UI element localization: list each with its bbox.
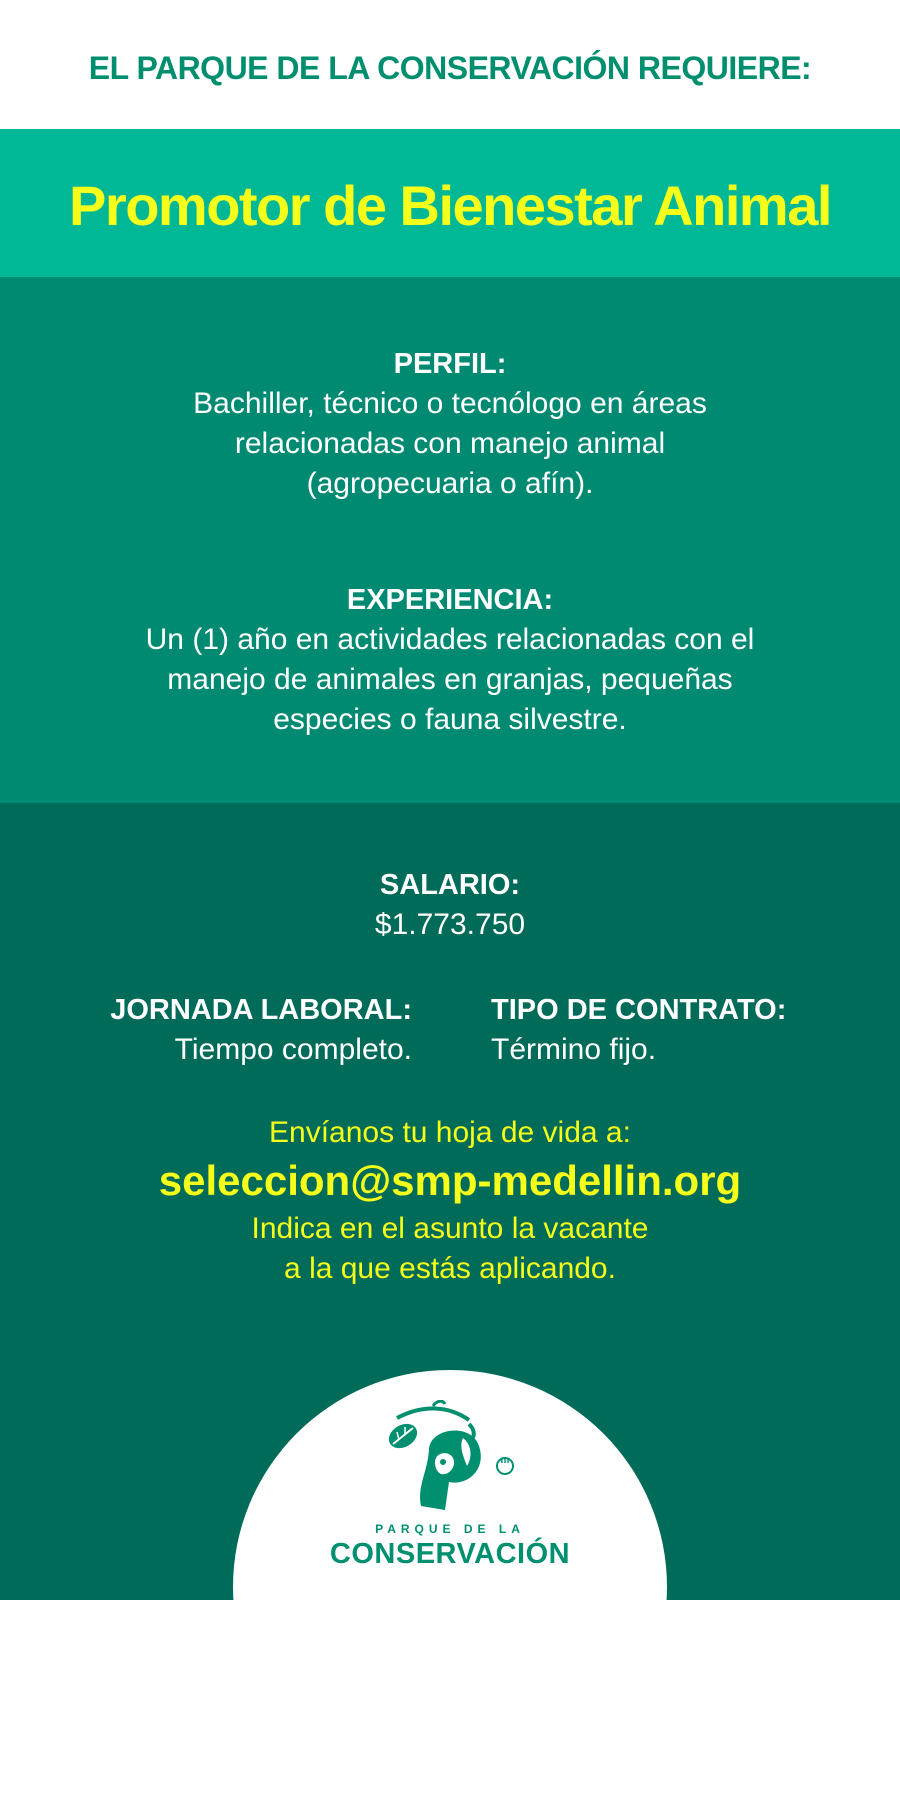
experiencia-heading: EXPERIENCIA: — [346, 584, 554, 616]
salario-block — [0, 865, 900, 945]
salario-value: $1.773.750 — [374, 908, 526, 941]
conditions-section — [0, 803, 900, 1600]
logo-badge-text: m — [500, 1455, 510, 1466]
contrato-value: Término fijo. — [491, 1033, 657, 1066]
contrato-heading: TIPO DE CONTRATO: — [491, 994, 787, 1026]
perfil-heading: PERFIL: — [393, 348, 507, 380]
contrato-block — [491, 990, 786, 1070]
job-title: Promotor de Bienestar Animal — [69, 174, 831, 237]
experiencia-block — [80, 580, 820, 740]
jornada-heading: JORNADA LABORAL: — [110, 994, 412, 1026]
perfil-line: relacionadas con manejo animal — [234, 427, 666, 460]
logo-small-text: PARQUE DE LA — [375, 1522, 525, 1536]
logo — [233, 1370, 667, 1804]
salario-heading: SALARIO: — [379, 869, 521, 901]
experiencia-line: Un (1) año en actividades relacionadas con el — [145, 623, 755, 656]
requirements-section — [0, 277, 900, 803]
contact-intro: Envíanos tu hoja de vida a: — [269, 1116, 631, 1149]
contact-block — [0, 1113, 900, 1289]
title-band — [0, 129, 900, 277]
perfil-block — [100, 344, 800, 504]
contact-note-line: Indica en el asunto la vacante — [251, 1212, 649, 1245]
logo-big-text: CONSERVACIÓN — [329, 1538, 571, 1570]
perfil-line: Bachiller, técnico o tecnólogo en áreas — [193, 387, 707, 420]
experiencia-line: especies o fauna silvestre. — [273, 703, 627, 736]
perfil-line: (agropecuaria o afín). — [306, 467, 594, 500]
experiencia-line: manejo de animales en granjas, pequeñas — [167, 663, 733, 696]
announcement-heading: EL PARQUE DE LA CONSERVACIÓN REQUIERE: — [88, 50, 812, 86]
contact-note-line: a la que estás aplicando. — [284, 1252, 616, 1285]
jornada-block — [110, 990, 412, 1070]
header-band — [0, 0, 900, 129]
contact-email-link[interactable]: seleccion@smp-medellin.org — [158, 1157, 742, 1204]
jornada-value: Tiempo completo. — [174, 1033, 412, 1066]
